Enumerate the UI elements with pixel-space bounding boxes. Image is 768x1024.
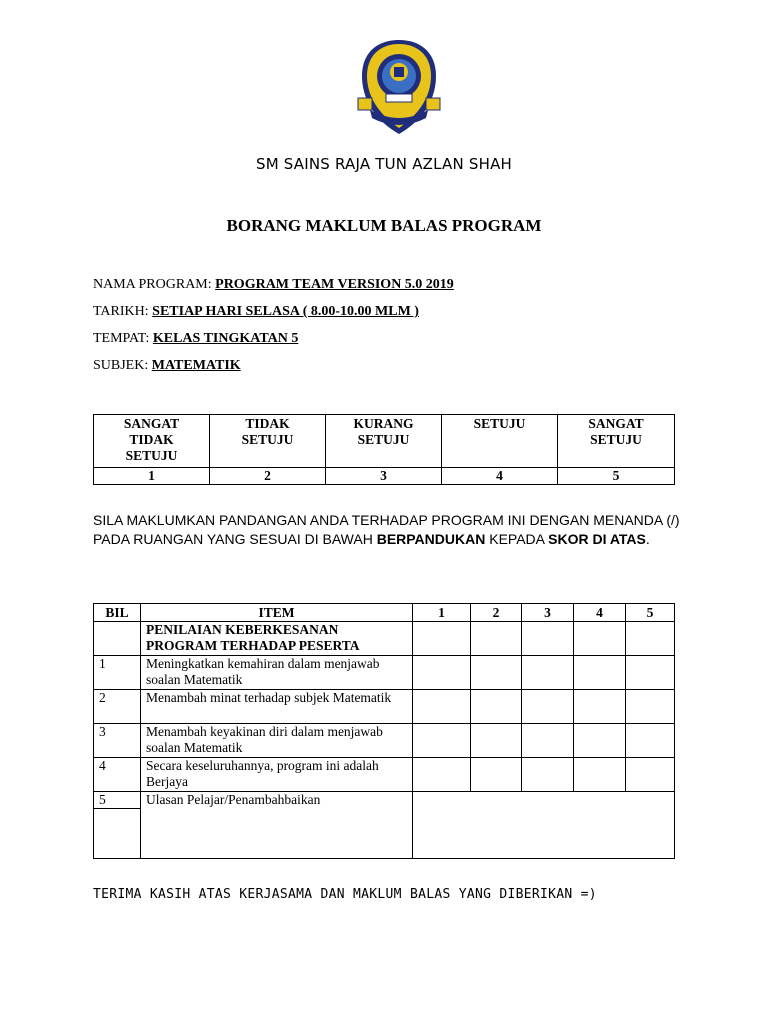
- form-title: BORANG MAKLUM BALAS PROGRAM: [226, 216, 542, 235]
- table-row: [94, 758, 675, 792]
- table-row: [94, 724, 675, 758]
- scale-number: 4: [442, 468, 558, 485]
- header-score: 1: [413, 604, 471, 622]
- comment-input-area[interactable]: [413, 792, 675, 859]
- info-venue: [93, 331, 298, 347]
- score-cell[interactable]: [522, 758, 574, 792]
- instruction-bold: BERPANDUKAN: [376, 531, 486, 547]
- score-cell[interactable]: [413, 758, 471, 792]
- scale-number: 5: [558, 468, 675, 485]
- info-label: SUBJEK:: [93, 358, 152, 373]
- item-cell: Menambah keyakinan diri dalam menjawab soalan Matematik: [141, 724, 413, 758]
- info-label: TEMPAT:: [93, 331, 153, 346]
- score-cell[interactable]: [626, 656, 675, 690]
- instruction-text: [93, 511, 693, 549]
- scale-label: SETUJU: [442, 415, 558, 468]
- info-label: NAMA PROGRAM:: [93, 277, 216, 292]
- table-row: [94, 656, 675, 690]
- table-row: [94, 622, 675, 656]
- score-cell[interactable]: [471, 724, 522, 758]
- score-cell[interactable]: [574, 622, 626, 656]
- info-value: SETIAP HARI SELASA ( 8.00-10.00 MLM ): [152, 304, 419, 319]
- info-value: KELAS TINGKATAN 5: [152, 331, 299, 346]
- score-cell[interactable]: [471, 656, 522, 690]
- scale-label: SANGAT TIDAK SETUJU: [94, 415, 210, 468]
- info-program: [93, 277, 454, 293]
- item-cell: Meningkatkan kemahiran dalam menjawab soalan Matematik: [141, 656, 413, 690]
- score-cell[interactable]: [626, 758, 675, 792]
- score-cell[interactable]: [522, 690, 574, 724]
- score-cell[interactable]: [574, 656, 626, 690]
- school-name: SM SAINS RAJA TUN AZLAN SHAH: [255, 155, 513, 173]
- bil-cell: 3: [94, 724, 141, 758]
- instruction-part: SILA MAKLUMKAN PANDANGAN ANDA TERHADAP PROGRAM INI DENGAN MENANDA (/) PADA RUANGAN YANG SESUAI DI BAWAH: [93, 512, 680, 547]
- info-value: MATEMATIK: [151, 358, 241, 373]
- footer-thanks: TERIMA KASIH ATAS KERJASAMA DAN MAKLUM BALAS YANG DIBERIKAN =): [93, 887, 597, 902]
- item-cell: Menambah minat terhadap subjek Matematik: [141, 690, 413, 724]
- score-cell[interactable]: [522, 656, 574, 690]
- score-cell[interactable]: [413, 656, 471, 690]
- bil-cell: 1: [94, 656, 141, 690]
- comment-label: Ulasan Pelajar/Penambahbaikan: [141, 792, 413, 859]
- scale-label: TIDAK SETUJU: [210, 415, 326, 468]
- scale-number: 1: [94, 468, 210, 485]
- feedback-table: [93, 603, 675, 859]
- header-score: 2: [471, 604, 522, 622]
- score-cell[interactable]: [626, 622, 675, 656]
- table-row: [94, 690, 675, 724]
- scale-number: 2: [210, 468, 326, 485]
- bil-cell: 5: [94, 792, 141, 809]
- bil-cell: 4: [94, 758, 141, 792]
- scale-label: SANGAT SETUJU: [558, 415, 675, 468]
- instruction-part: KEPADA: [485, 531, 549, 547]
- bil-cell-empty: [94, 809, 141, 859]
- scale-number: 3: [326, 468, 442, 485]
- score-cell[interactable]: [574, 724, 626, 758]
- score-cell[interactable]: [413, 724, 471, 758]
- score-cell[interactable]: [471, 758, 522, 792]
- score-cell[interactable]: [471, 690, 522, 724]
- header-score: 3: [522, 604, 574, 622]
- instruction-bold: SKOR DI ATAS: [548, 531, 646, 547]
- info-label: TARIKH:: [93, 304, 153, 319]
- bil-cell: 2: [94, 690, 141, 724]
- score-cell[interactable]: [413, 622, 471, 656]
- score-cell[interactable]: [574, 758, 626, 792]
- score-cell[interactable]: [413, 690, 471, 724]
- scale-label: KURANG SETUJU: [326, 415, 442, 468]
- header-score: 4: [574, 604, 626, 622]
- table-row: [94, 792, 675, 809]
- section-heading: PENILAIAN KEBERKESANAN PROGRAM TERHADAP PESERTA: [141, 622, 413, 656]
- school-crest-icon: [356, 38, 442, 136]
- rating-scale-table: [93, 414, 675, 485]
- score-cell[interactable]: [522, 622, 574, 656]
- header-item: ITEM: [141, 604, 413, 622]
- score-cell[interactable]: [574, 690, 626, 724]
- item-cell: Secara keseluruhannya, program ini adalah Berjaya: [141, 758, 413, 792]
- info-value: PROGRAM TEAM VERSION 5.0 2019: [215, 277, 454, 292]
- score-cell[interactable]: [626, 724, 675, 758]
- info-subject: [93, 358, 241, 374]
- info-date: [93, 304, 419, 320]
- header-bil: BIL: [94, 604, 141, 622]
- header-score: 5: [626, 604, 675, 622]
- score-cell[interactable]: [471, 622, 522, 656]
- score-cell[interactable]: [522, 724, 574, 758]
- score-cell[interactable]: [626, 690, 675, 724]
- bil-cell: [94, 622, 141, 656]
- school-crest-logo: [356, 38, 442, 136]
- instruction-part: .: [645, 531, 650, 547]
